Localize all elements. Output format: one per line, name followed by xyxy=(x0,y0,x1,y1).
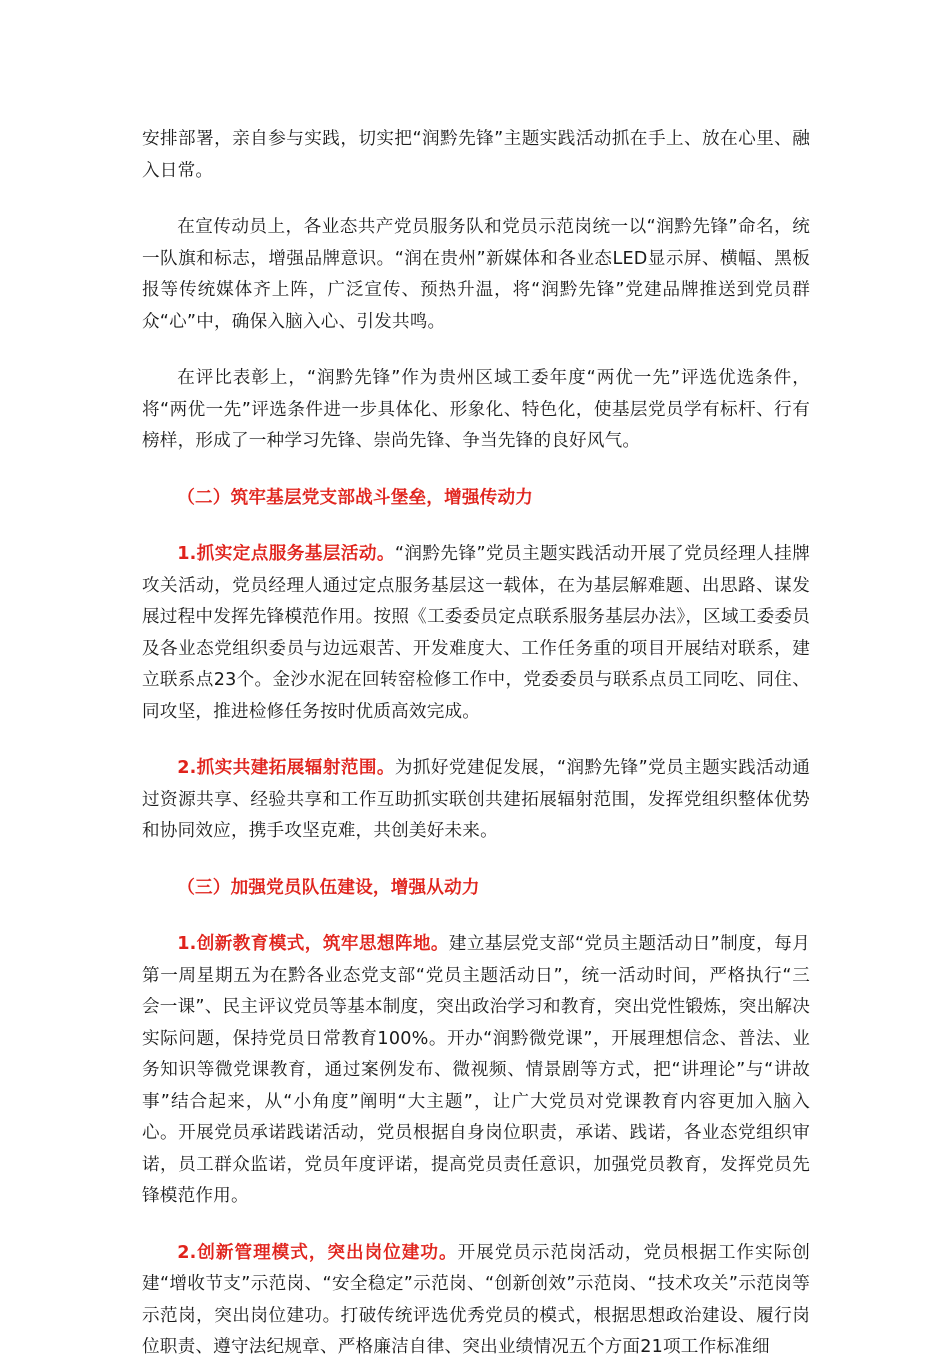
point-lead: 1.创新教育模式，筑牢思想阵地。 xyxy=(177,934,449,954)
paragraph-management-mode xyxy=(142,1238,810,1364)
paragraph-continued: 安排部署，亲自参与实践，切实把“润黔先锋”主题实践活动抓在手上、放在心里、融入日常。 xyxy=(142,129,810,181)
point-body: 开展党员示范岗活动，党员根据工作实际创建“增收节支”示范岗、“安全稳定”示范岗、“创新创效”示范岗、“技术攻关”示范岗等示范岗，突出岗位建功。打破传统评选优秀党员的模式，根据思想政治建设、履行岗位职责、遵守法纪规章、严格廉洁自律、突出业绩情况五个方面21项工作标准细 xyxy=(142,1242,810,1357)
point-body: 建立基层党支部“党员主题活动日”制度，每月第一周星期五为在黔各业态党支部“党员主题活动日”，统一活动时间，严格执行“三会一课”、民主评议党员等基本制度，突出政治学习和教育，突出党性锻炼，突出解决实际问题，保持党员日常教育100%。开办“润黔微党课”，开展理想信念、普法、业务知识等微党课教育，通过案例发布、微视频、情景剧等方式，把“讲理论”与“讲故事”结合起来，从“小角度”阐明“大主题”，让广大党员对党课教育内容更加入脑入心。开展党员承诺践诺活动，党员根据自身岗位职责，承诺、践诺，各业态党组织审诺，员工群众监诺，党员年度评诺，提高党员责任意识，加强党员教育，发挥党员先锋模范作用。 xyxy=(142,934,810,1206)
paragraph-evaluation: 在评比表彰上，“润黔先锋”作为贵州区域工委年度“两优一先”评选优选条件，将“两优一先”评选条件进一步具体化、形象化、特色化，使基层党员学有标杆、行有榜样，形成了一种学习先锋、崇尚先锋、争当先锋的良好风气。 xyxy=(142,368,810,451)
paragraph-joint-building xyxy=(142,753,810,848)
point-body: 为抓好党建促发展，“润黔先锋”党员主题实践活动通过资源共享、经验共享和工作互助抓实联创共建拓展辐射范围，发挥党组织整体优势和协同效应，携手攻坚克难，共创美好未来。 xyxy=(142,758,810,841)
paragraph-point-service xyxy=(142,539,810,728)
point-lead: 1.抓实定点服务基层活动。 xyxy=(177,544,395,564)
point-body: “润黔先锋”党员主题实践活动开展了党员经理人挂牌攻关活动，党员经理人通过定点服务基层这一载体，在为基层解难题、出思路、谋发展过程中发挥先锋模范作用。按照《工委委员定点联系服务基层办法》，区域工委委员及各业态党组织委员与边远艰苦、开发难度大、工作任务重的项目开展结对联系，建立联系点23个。金沙水泥在回转窑检修工作中，党委委员与联系点员工同吃、同住、同攻坚，推进检修任务按时优质高效完成。 xyxy=(142,544,810,722)
point-lead: 2.抓实共建拓展辐射范围。 xyxy=(177,758,395,778)
paragraph-education-mode xyxy=(142,929,810,1213)
section-heading-2: （二）筑牢基层党支部战斗堡垒，增强传动力 xyxy=(177,487,534,508)
section-heading-3: （三）加强党员队伍建设，增强从动力 xyxy=(177,877,480,898)
paragraph-publicity: 在宣传动员上，各业态共产党员服务队和党员示范岗统一以“润黔先锋”命名，统一队旗和标志，增强品牌意识。“润在贵州”新媒体和各业态LED显示屏、横幅、黑板报等传统媒体齐上阵，广泛宣传、预热升温，将“润黔先锋”党建品牌推送到党员群众“心”中，确保入脑入心、引发共鸣。 xyxy=(142,217,810,332)
point-lead: 2.创新管理模式，突出岗位建功。 xyxy=(177,1242,458,1263)
document-page xyxy=(142,124,810,1364)
